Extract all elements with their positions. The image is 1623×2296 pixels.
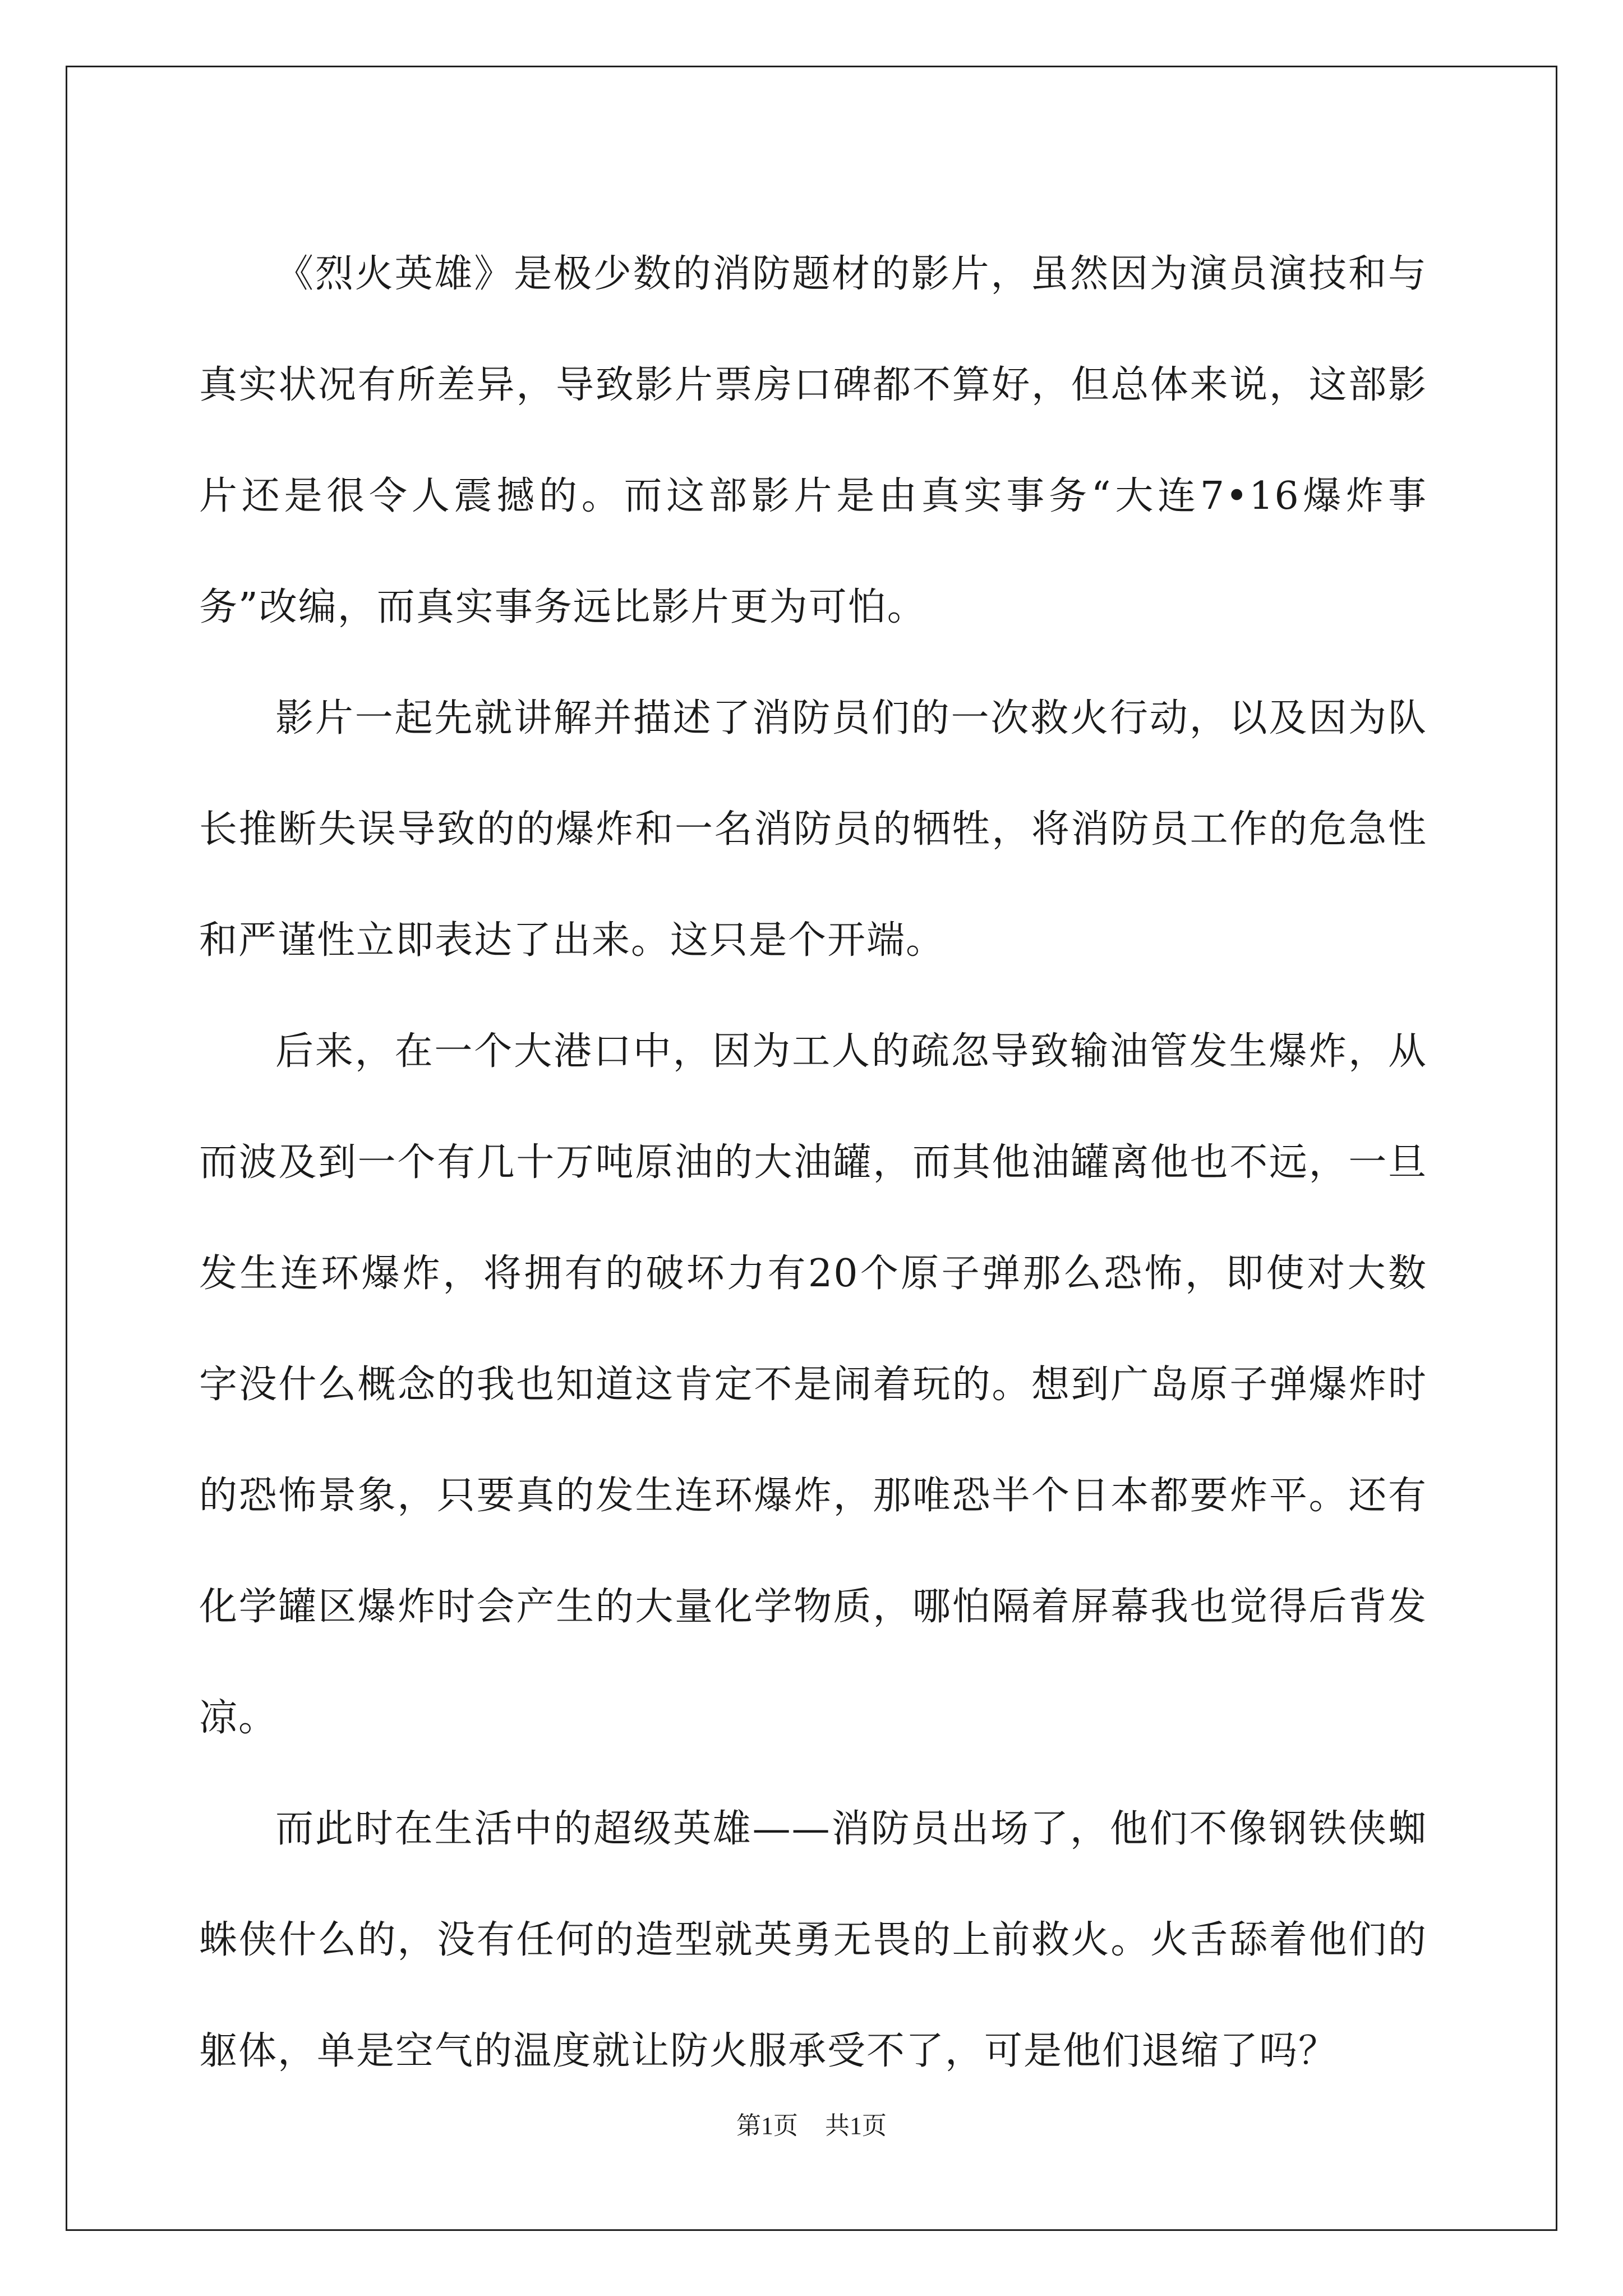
paragraph-1: 《烈火英雄》是极少数的消防题材的影片，虽然因为演员演技和与真实状况有所差异，导致影片票房口碑都不算好，但总体来说，这部影片还是很令人震撼的。而这部影片是由真实事务“大连7•16爆炸事务”改编，而真实事务远比影片更为可怕。 (199, 252, 1427, 629)
page-footer (0, 2109, 1623, 2143)
paragraph-4: 而此时在生活中的超级英雄——消防员出场了，他们不像钢铁侠蜘蛛侠什么的，没有任何的造型就英勇无畏的上前救火。火舌舔着他们的躯体，单是空气的温度就让防火服承受不了，可是他们退缩了吗？ (199, 1807, 1427, 2073)
paragraph-3: 后来，在一个大港口中，因为工人的疏忽导致输油管发生爆炸，从而波及到一个有几十万吨原油的大油罐，而其他油罐离他也不远，一旦发生连环爆炸，将拥有的破坏力有20个原子弹那么恐怖，即使对大数字没什么概念的我也知道这肯定不是闹着玩的。想到广岛原子弹爆炸时的恐怖景象，只要真的发生连环爆炸，那唯恐半个日本都要炸平。还有化学罐区爆炸时会产生的大量化学物质，哪怕隔着屏幕我也觉得后背发凉。 (199, 1029, 1427, 1740)
page-total: 共1页 (825, 2112, 887, 2139)
paragraph-2: 影片一起先就讲解并描述了消防员们的一次救火行动，以及因为队长推断失误导致的的爆炸和一名消防员的牺牲，将消防员工作的危急性和严谨性立即表达了出来。这只是个开端。 (199, 696, 1427, 963)
page-number: 第1页 (736, 2112, 798, 2139)
document-body (199, 219, 1427, 2107)
